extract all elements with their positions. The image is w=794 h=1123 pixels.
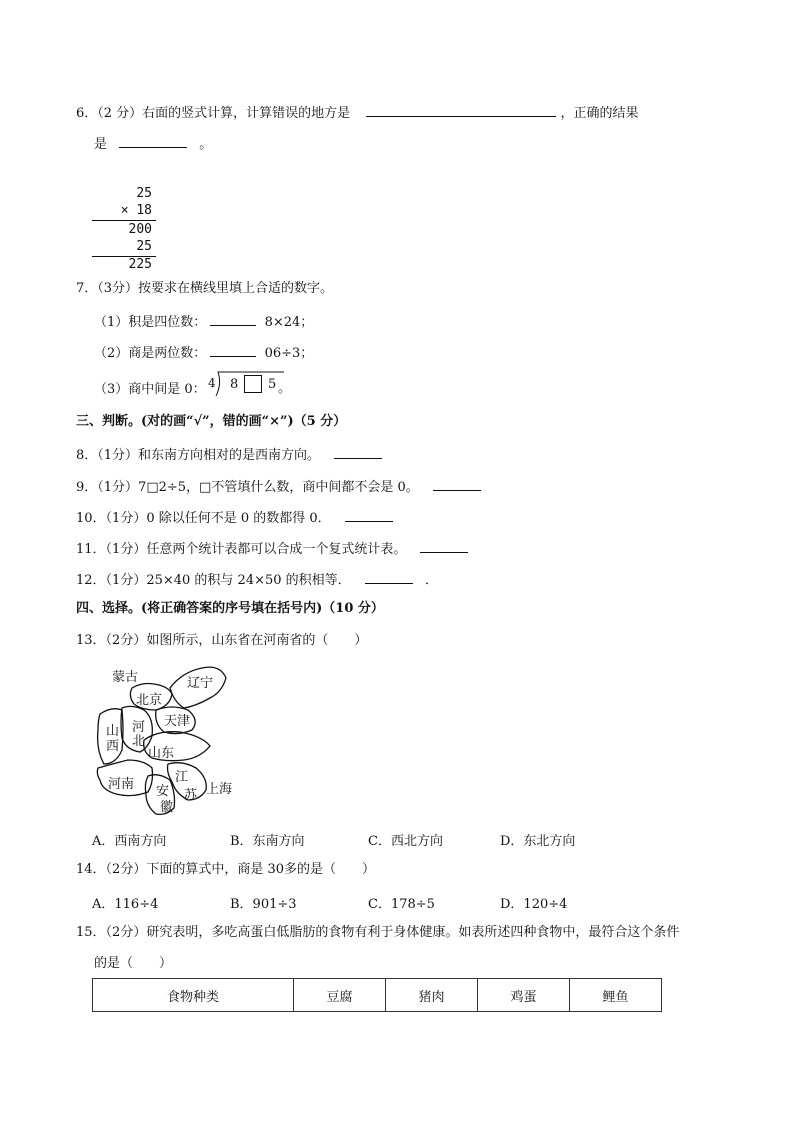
q7-p3-end: 。 xyxy=(278,381,292,396)
q15-line2: 的是（ ） xyxy=(94,956,173,971)
q12-end: ． xyxy=(424,573,438,588)
q7-part2 xyxy=(94,342,313,363)
q14-stem: 14．（2分）下面的算式中，商是 30多的是（ ） xyxy=(76,862,375,877)
q7-p2-label: （2）商是两位数： xyxy=(94,346,207,361)
map-label-an: 安 xyxy=(156,784,170,799)
q12 xyxy=(76,569,438,590)
q12-text: 12．（1分）25×40 的积与 24×50 的积相等． xyxy=(76,573,351,588)
q8 xyxy=(76,444,382,465)
q14-option-c[interactable]: C．178÷5 xyxy=(368,897,435,912)
q8-text: 8．（1分）和东南方向相对的是西南方向。 xyxy=(76,448,321,463)
dividend-box[interactable] xyxy=(244,375,262,393)
vertical-row-3: 200 xyxy=(128,222,152,237)
q9 xyxy=(76,476,481,497)
q13-option-d[interactable]: D．东北方向 xyxy=(500,834,576,849)
q13-option-a[interactable]: A．西南方向 xyxy=(92,834,167,849)
map-label-liaoning: 辽宁 xyxy=(187,676,214,691)
q7-part3 xyxy=(94,381,206,399)
vertical-row-4: 25 xyxy=(136,239,152,254)
vertical-row-1: 25 xyxy=(136,186,152,201)
map-label-menggu: 蒙古 xyxy=(112,670,139,685)
dividend-digit-3: 5 xyxy=(268,377,277,392)
q7-p1-expr: 8×24； xyxy=(264,315,314,330)
q6-line2 xyxy=(94,133,212,154)
section-4-heading: 四、选择。(将正确答案的序号填在括号内)（10 分） xyxy=(76,601,384,616)
q7-p1-blank[interactable] xyxy=(210,311,256,326)
section-3-heading: 三、判断。(对的画“√”，错的画“×”)（5 分） xyxy=(76,414,347,429)
q7-part1 xyxy=(94,311,313,332)
table-header-cell: 鸡蛋 xyxy=(478,979,570,1012)
map-label-beijing: 北京 xyxy=(136,693,163,708)
q15-line1: 15．（2分）研究表明，多吃高蛋白低脂肪的食物有利于身体健康。如表所述四种食物中，最符合这个条件 xyxy=(76,925,680,940)
q6-blank-1[interactable] xyxy=(366,102,556,117)
map-label-jiang: 江 xyxy=(175,770,189,785)
q9-text: 9．（1分）7□2÷5，□不管填什么数，商中间都不会是 0。 xyxy=(76,480,419,495)
q6-line2-end: 。 xyxy=(199,137,213,152)
q6-text-end: ，正确的结果 xyxy=(560,106,639,121)
q7-stem: 7．（3分）按要求在横线里填上合适的数字。 xyxy=(76,281,334,296)
q14-option-b[interactable]: B．901÷3 xyxy=(230,897,297,912)
q10-text: 10．（1分）0 除以任何不是 0 的数都得 0． xyxy=(76,511,331,526)
q11-text: 11．（1分）任意两个统计表都可以合成一个复式统计表。 xyxy=(76,542,407,557)
map-label-shanghai: 上海 xyxy=(206,782,233,797)
q6-text: 6．（2 分）右面的竖式计算，计算错误的地方是 xyxy=(76,106,351,121)
q9-blank[interactable] xyxy=(433,476,481,491)
q6-line1 xyxy=(76,102,638,123)
q7-p3-label: （3）商中间是 0： xyxy=(94,382,206,397)
map-label-hui: 徽 xyxy=(160,800,174,815)
q7-p2-expr: 06÷3； xyxy=(264,346,314,361)
q7-p2-blank[interactable] xyxy=(210,342,256,357)
food-table xyxy=(92,978,662,1012)
table-header-cell: 食物种类 xyxy=(93,979,294,1012)
q11-blank[interactable] xyxy=(420,538,468,553)
q14-option-a[interactable]: A．116÷4 xyxy=(92,897,159,912)
q8-blank[interactable] xyxy=(334,444,382,459)
q6-line2-start: 是 xyxy=(94,137,108,152)
map-label-shan: 山 xyxy=(106,724,120,739)
q13-stem: 13．（2分）如图所示，山东省在河南省的（ ） xyxy=(76,633,368,648)
table-header-cell: 豆腐 xyxy=(294,979,386,1012)
table-header-cell: 猪肉 xyxy=(386,979,478,1012)
q11 xyxy=(76,538,468,559)
q6-blank-2[interactable] xyxy=(119,133,187,148)
map-label-bei: 北 xyxy=(132,734,146,749)
map-label-su: 苏 xyxy=(184,788,198,803)
map-label-xi: 西 xyxy=(106,739,120,754)
q10-blank[interactable] xyxy=(345,507,393,522)
dividend-digit-1: 8 xyxy=(230,377,239,392)
q12-blank[interactable] xyxy=(365,569,413,584)
map-label-henan: 河南 xyxy=(108,777,135,792)
map-label-he: 河 xyxy=(132,720,146,735)
divisor: 4 xyxy=(208,376,216,390)
province-map xyxy=(92,660,242,820)
q7-p1-label: （1）积是四位数： xyxy=(94,315,207,330)
q14-option-d[interactable]: D．120÷4 xyxy=(500,897,568,912)
vertical-row-5: 225 xyxy=(128,257,152,272)
q10 xyxy=(76,507,393,528)
vertical-line-1 xyxy=(92,220,156,221)
table-row xyxy=(93,979,662,1012)
map-label-tianjin: 天津 xyxy=(164,714,191,729)
map-label-shandong: 山东 xyxy=(148,746,175,761)
q13-option-c[interactable]: C．西北方向 xyxy=(368,834,443,849)
vertical-row-2: × 18 xyxy=(120,203,152,218)
table-header-cell: 鲤鱼 xyxy=(570,979,662,1012)
q13-option-b[interactable]: B．东南方向 xyxy=(230,834,305,849)
